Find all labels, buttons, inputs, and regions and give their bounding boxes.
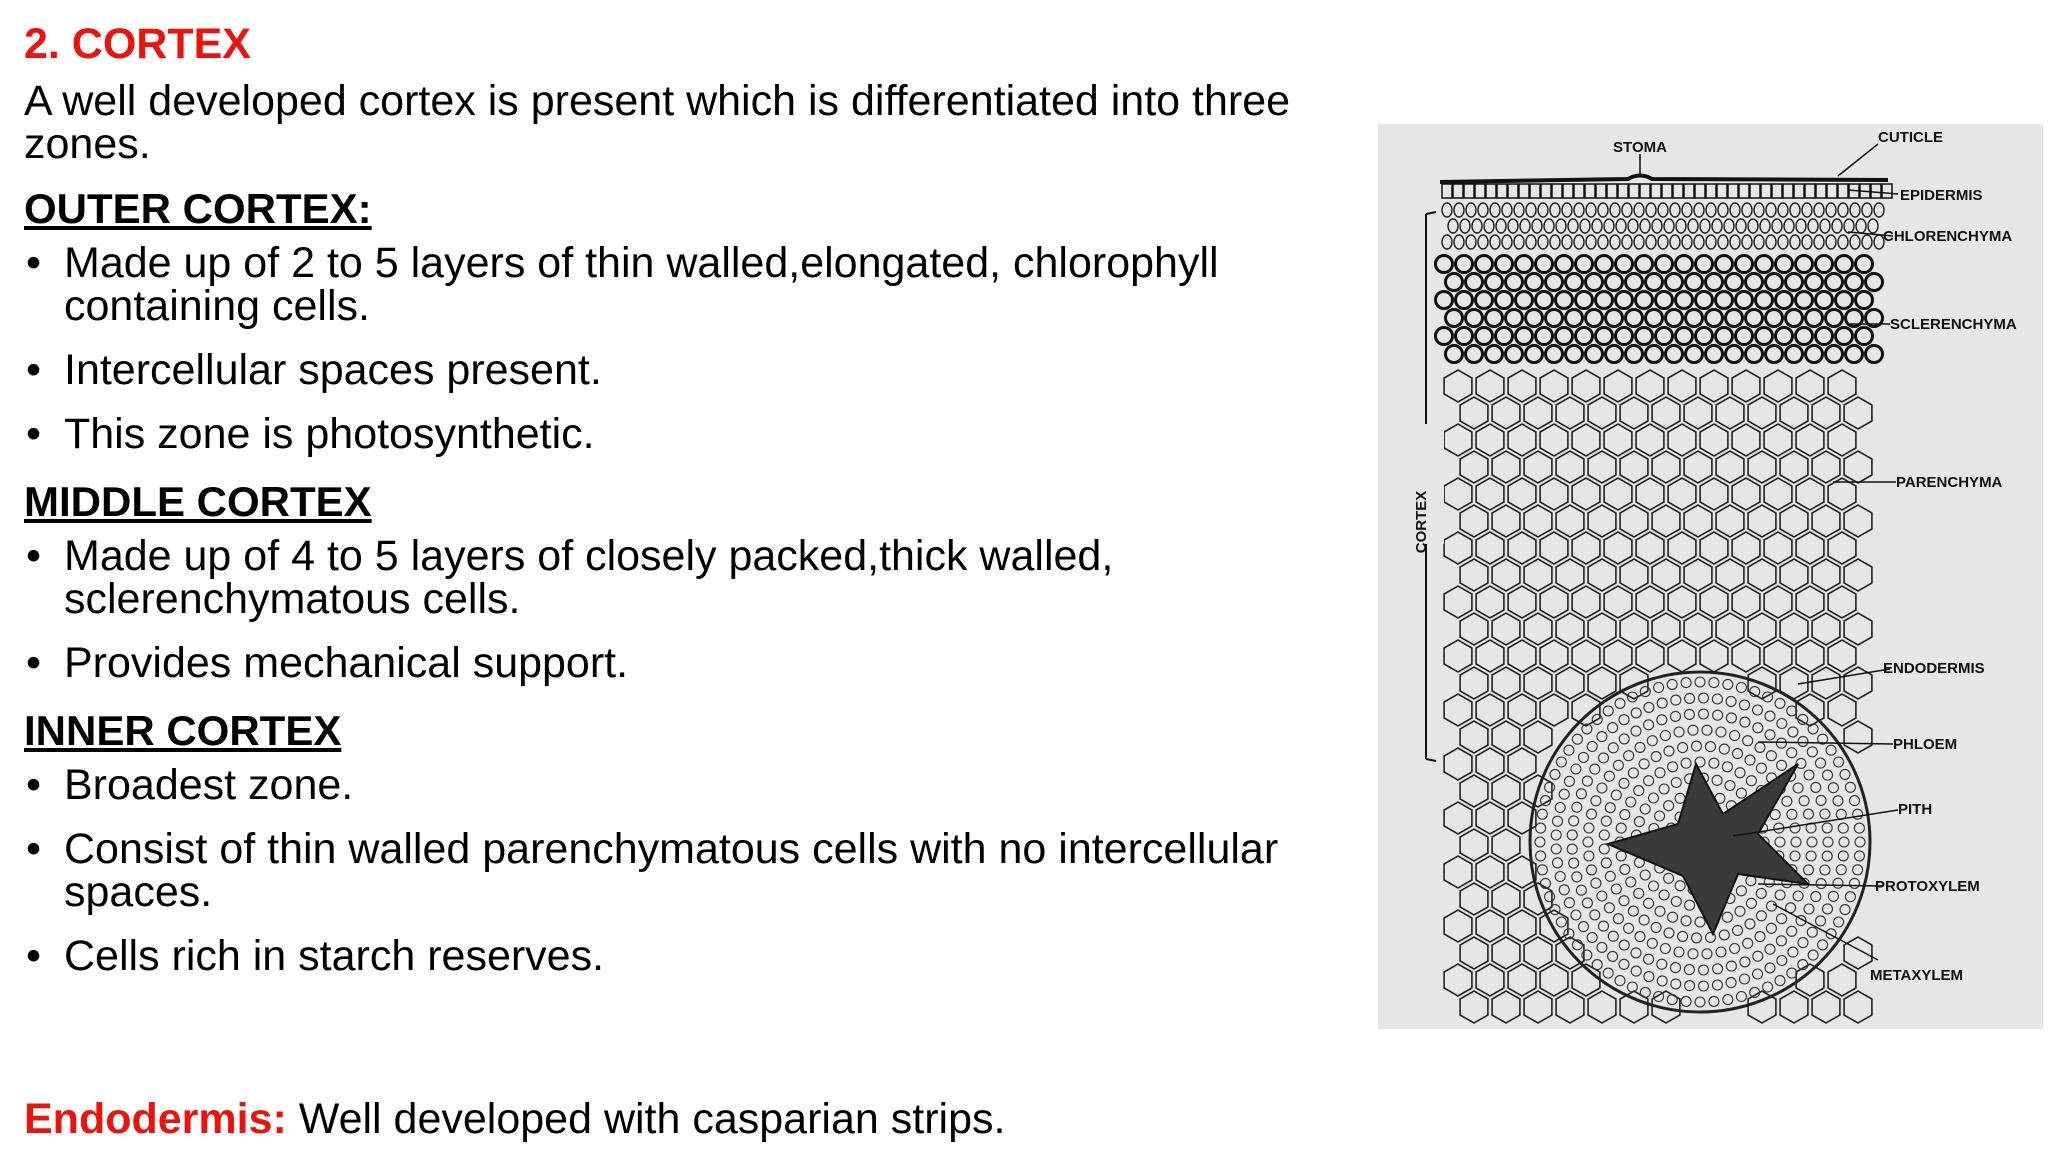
list-item: • Cells rich in starch reserves.: [24, 935, 1354, 978]
endodermis-label: Endodermis:: [24, 1095, 287, 1143]
inner-cortex-list: [24, 761, 1354, 980]
label-endodermis: ENDODERMIS: [1883, 660, 1985, 677]
sclerenchyma-cells: [1436, 256, 1883, 363]
list-item: • Broadest zone.: [24, 764, 1354, 807]
section-title: 2. CORTEX: [24, 20, 251, 68]
list-item: • Made up of 4 to 5 layers of closely packed,thick walled, sclerenchymatous cells.: [24, 535, 1354, 621]
label-parenchyma: PARENCHYMA: [1896, 474, 2003, 491]
middle-cortex-list: [24, 532, 1354, 687]
label-pith: PITH: [1898, 801, 1933, 818]
list-item: • This zone is photosynthetic.: [24, 413, 1354, 456]
label-epidermis: EPIDERMIS: [1900, 187, 1983, 204]
content-column: [24, 18, 1354, 999]
parenchyma-cells: [1444, 370, 1872, 1023]
label-cortex: CORTEX: [1413, 490, 1430, 554]
endodermis-text: Well developed with casparian strips.: [286, 1095, 1006, 1143]
outer-cortex-heading: OUTER CORTEX:: [24, 185, 372, 232]
outer-cortex-list: [24, 239, 1354, 458]
label-stoma: STOMA: [1613, 139, 1667, 156]
inner-cortex-heading: INNER CORTEX: [24, 707, 342, 754]
label-cuticle: CUTICLE: [1878, 129, 1943, 146]
cuticle-line: [1440, 176, 1888, 183]
label-chlorenchyma: CHLORENCHYMA: [1883, 228, 2013, 245]
middle-cortex-heading: MIDDLE CORTEX: [24, 478, 372, 525]
epidermis-cells: [1442, 184, 1892, 198]
chlorenchyma-cells: [1442, 203, 1884, 249]
list-item: • Provides mechanical support.: [24, 642, 1354, 685]
list-item: • Made up of 2 to 5 layers of thin walled,elongated, chlorophyll containing cells.: [24, 242, 1354, 328]
intro-paragraph: A well developed cortex is present which is differentiated into three zones.: [24, 77, 1291, 168]
cortex-diagram: [1378, 124, 2043, 1029]
label-metaxylem: METAXYLEM: [1870, 967, 1964, 984]
label-sclerenchyma: SCLERENCHYMA: [1890, 316, 2017, 333]
label-phloem: PHLOEM: [1893, 736, 1958, 753]
label-protoxylem: PROTOXYLEM: [1875, 878, 1980, 895]
list-item: • Intercellular spaces present.: [24, 349, 1354, 392]
list-item: • Consist of thin walled parenchymatous cells with no intercellular spaces.: [24, 828, 1354, 914]
endodermis-note: [24, 1094, 1005, 1144]
cortex-diagram-svg: [1378, 124, 2043, 1029]
